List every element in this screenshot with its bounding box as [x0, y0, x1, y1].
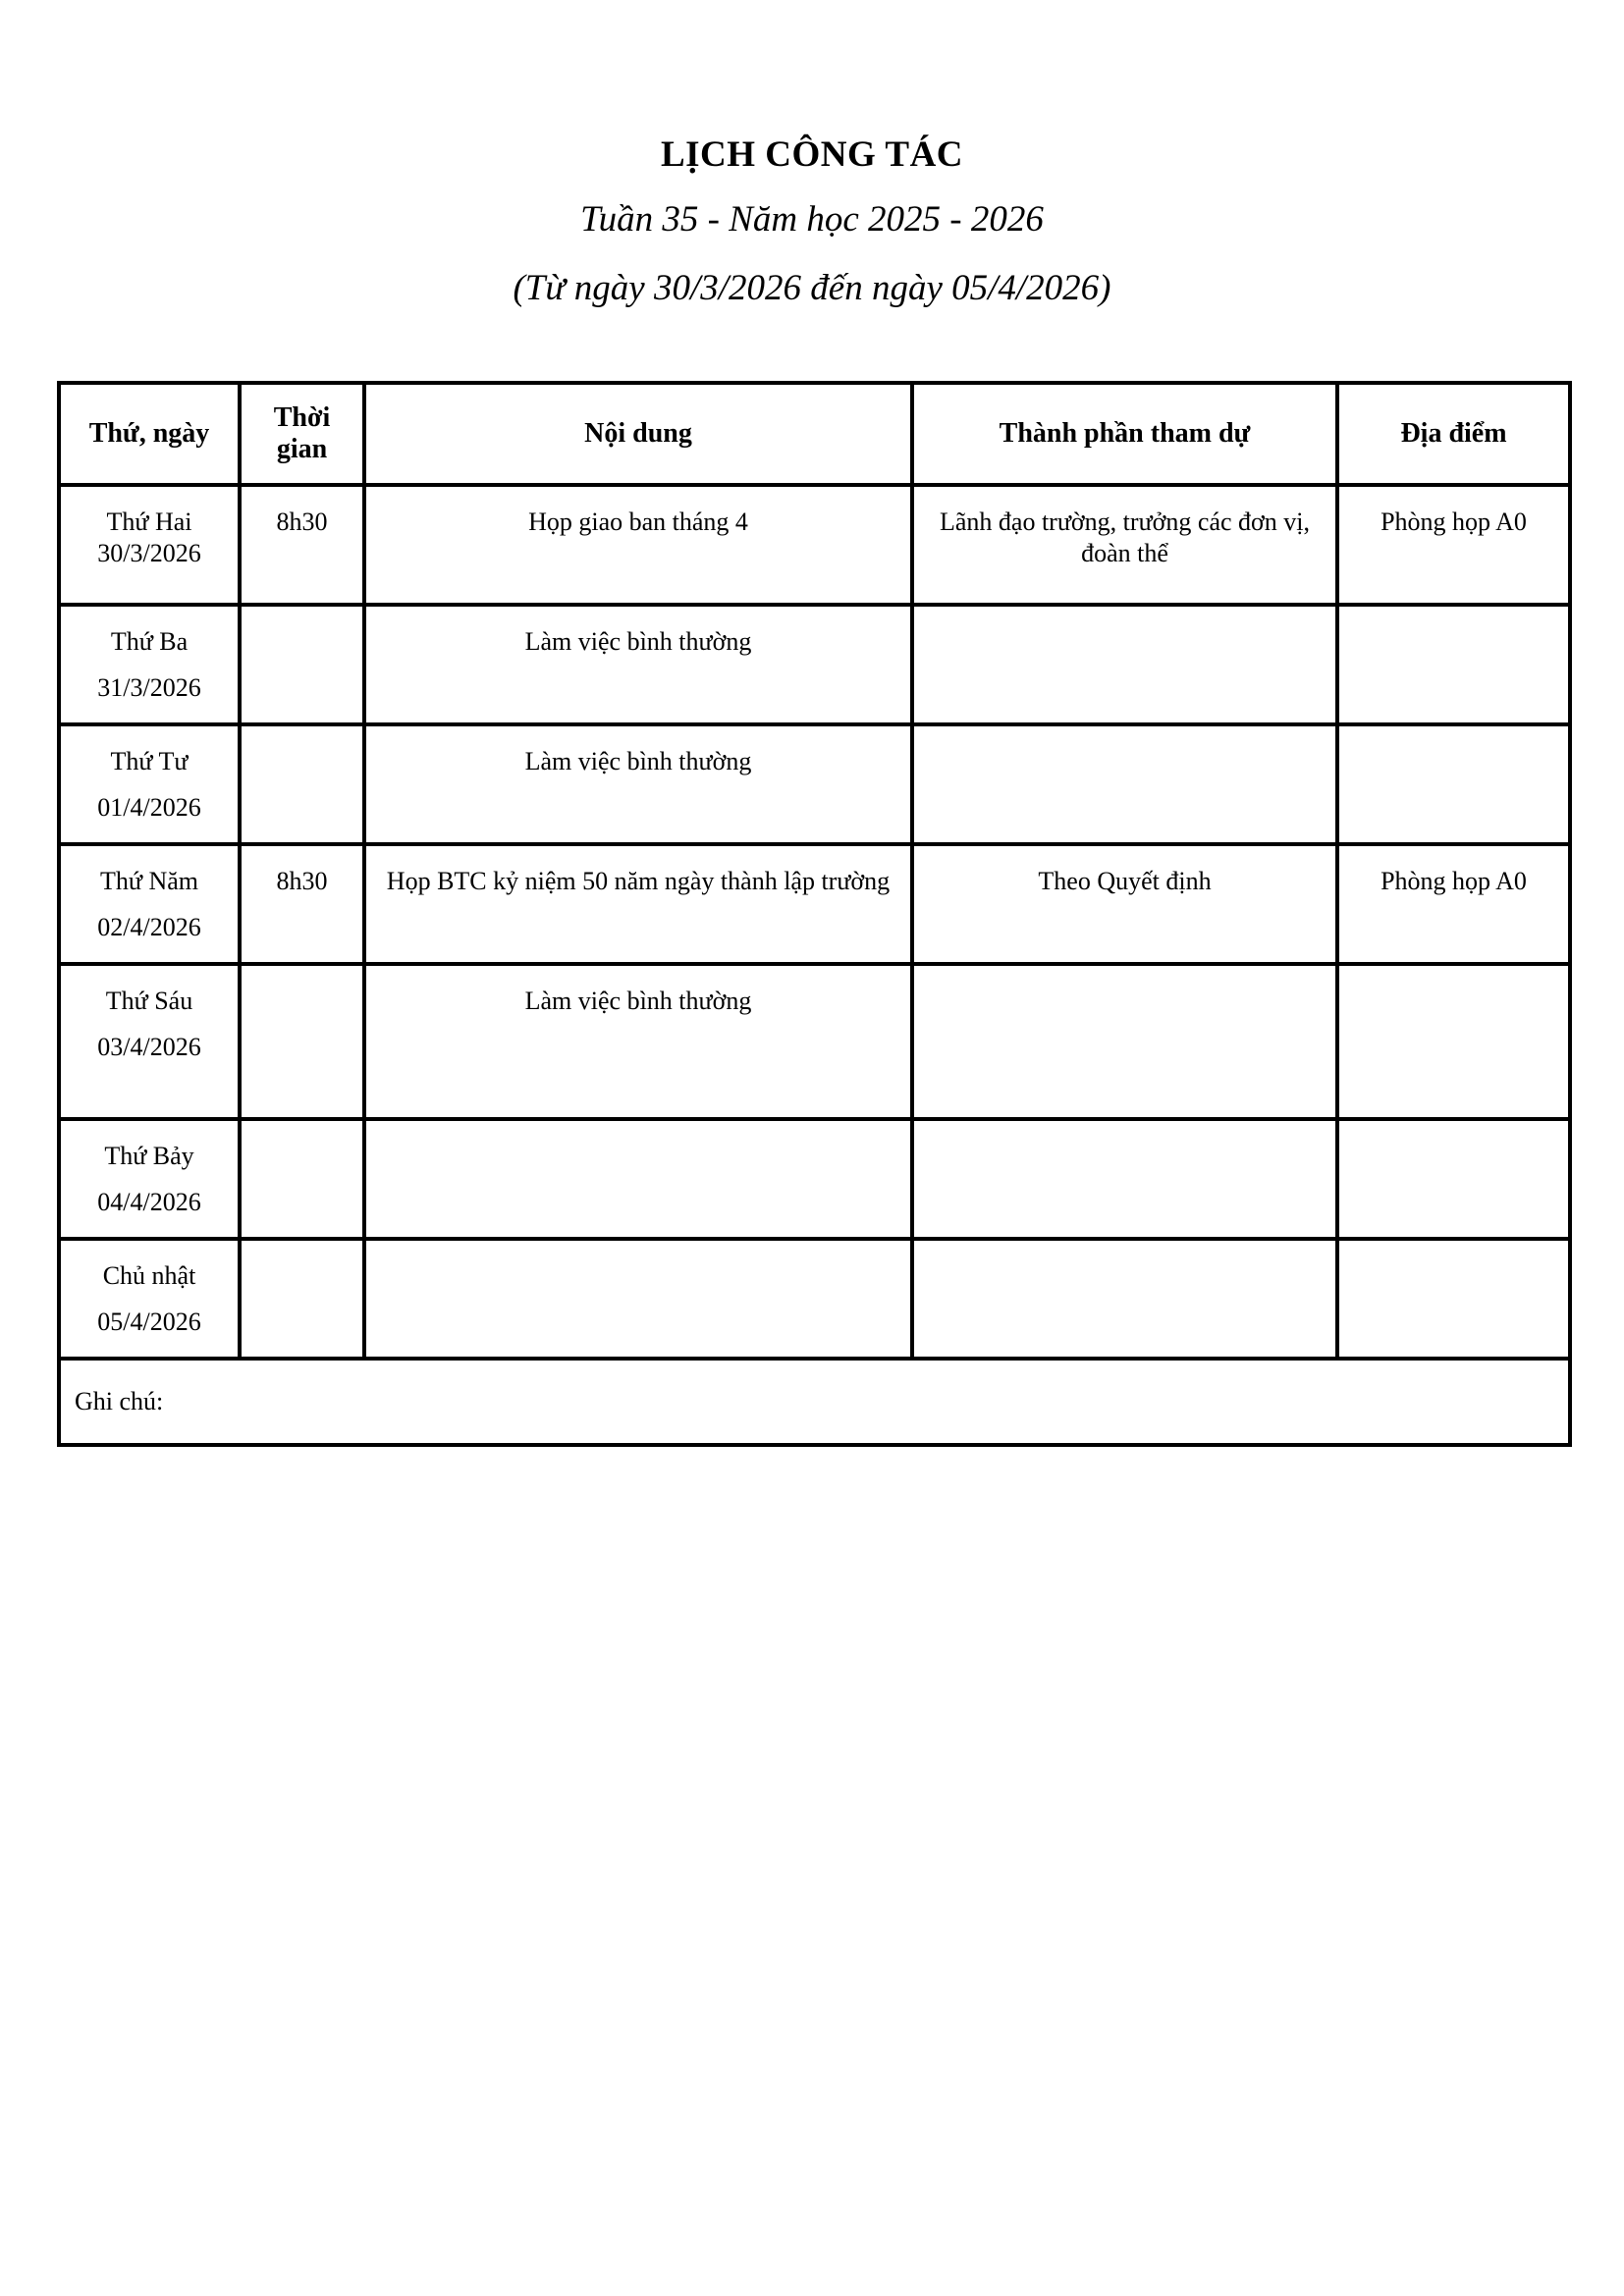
location-cell — [1337, 724, 1570, 844]
day-cell — [59, 1239, 240, 1359]
day-label: Thứ Sáu — [105, 987, 193, 1015]
document-title: LỊCH CÔNG TÁC — [660, 134, 964, 175]
day-date: 31/3/2026 — [97, 673, 201, 702]
day-date: 30/3/2026 — [97, 539, 201, 567]
participants-cell — [912, 1119, 1337, 1239]
content-cell: Họp BTC kỷ niệm 50 năm ngày thành lập trường — [364, 844, 912, 964]
document-date-range: (Từ ngày 30/3/2026 đến ngày 05/4/2026) — [513, 268, 1111, 308]
day-label: Chủ nhật — [102, 1261, 196, 1290]
table-row — [59, 485, 1570, 605]
time-cell — [240, 1119, 364, 1239]
day-date: 01/4/2026 — [97, 793, 201, 822]
header-content: Nội dung — [364, 383, 912, 485]
time-cell — [240, 1239, 364, 1359]
day-cell — [59, 605, 240, 724]
table-row — [59, 1119, 1570, 1239]
participants-cell: Lãnh đạo trường, trưởng các đơn vị, đoàn thể — [912, 485, 1337, 605]
participants-cell — [912, 1239, 1337, 1359]
location-cell: Phòng họp A0 — [1337, 844, 1570, 964]
table-row — [59, 964, 1570, 1119]
location-cell — [1337, 964, 1570, 1119]
document-subtitle: Tuần 35 - Năm học 2025 - 2026 — [580, 199, 1044, 240]
location-cell — [1337, 605, 1570, 724]
day-cell — [59, 1119, 240, 1239]
time-cell — [240, 724, 364, 844]
time-cell — [240, 964, 364, 1119]
participants-cell — [912, 724, 1337, 844]
participants-cell: Theo Quyết định — [912, 844, 1337, 964]
table-header-row — [59, 383, 1570, 485]
content-cell — [364, 1239, 912, 1359]
day-label: Thứ Hai — [106, 507, 192, 536]
day-cell — [59, 964, 240, 1119]
day-cell — [59, 485, 240, 605]
header-location: Địa điểm — [1337, 383, 1570, 485]
note-label: Ghi chú: — [59, 1359, 1570, 1445]
header-day: Thứ, ngày — [59, 383, 240, 485]
time-cell: 8h30 — [240, 485, 364, 605]
table-row — [59, 1239, 1570, 1359]
schedule-table — [57, 381, 1572, 1447]
content-cell — [364, 1119, 912, 1239]
day-date: 03/4/2026 — [97, 1033, 201, 1061]
day-date: 02/4/2026 — [97, 913, 201, 941]
table-row — [59, 605, 1570, 724]
table-row — [59, 844, 1570, 964]
content-cell: Làm việc bình thường — [364, 724, 912, 844]
day-label: Thứ Năm — [99, 867, 198, 895]
participants-cell — [912, 605, 1337, 724]
location-cell: Phòng họp A0 — [1337, 485, 1570, 605]
content-cell: Họp giao ban tháng 4 — [364, 485, 912, 605]
location-cell — [1337, 1119, 1570, 1239]
day-label: Thứ Ba — [110, 627, 189, 656]
participants-cell — [912, 964, 1337, 1119]
day-cell — [59, 844, 240, 964]
day-label: Thứ Tư — [110, 747, 189, 775]
time-cell: 8h30 — [240, 844, 364, 964]
note-row — [59, 1359, 1570, 1445]
day-date: 05/4/2026 — [97, 1308, 201, 1336]
header-time: Thời gian — [240, 383, 364, 485]
header-participants: Thành phần tham dự — [912, 383, 1337, 485]
location-cell — [1337, 1239, 1570, 1359]
content-cell: Làm việc bình thường — [364, 605, 912, 724]
day-cell — [59, 724, 240, 844]
content-cell: Làm việc bình thường — [364, 964, 912, 1119]
day-date: 04/4/2026 — [97, 1188, 201, 1216]
day-label: Thứ Bảy — [104, 1142, 194, 1170]
table-row — [59, 724, 1570, 844]
time-cell — [240, 605, 364, 724]
